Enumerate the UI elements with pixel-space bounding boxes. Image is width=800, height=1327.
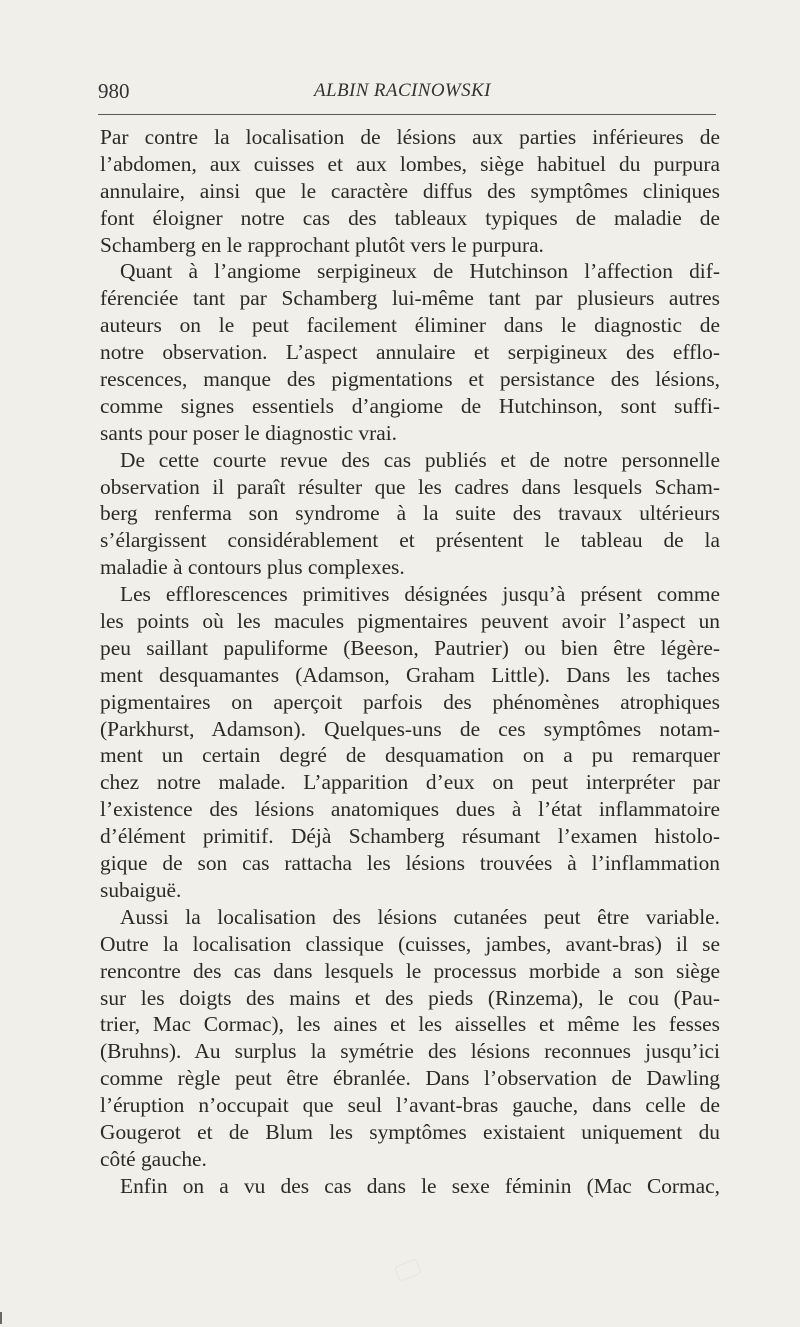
text-line: (Bruhns). Au surplus la symétrie des lésions reconnues jusqu’ici [100, 1039, 720, 1064]
text-line: notre observation. L’aspect annulaire et serpigineux des efflo- [100, 340, 720, 365]
library-stamp-mark [394, 1258, 422, 1282]
text-line: pigmentaires on aperçoit parfois des phénomènes atrophiques [100, 689, 720, 714]
text-line: Schamberg en le rapprochant plutôt vers le purpura. [100, 232, 544, 257]
text-line: font éloigner notre cas des tableaux typiques de maladie de [100, 205, 720, 230]
text-line: d’élément primitif. Déjà Schamberg résumant l’examen histolo- [100, 824, 720, 849]
text-line: comme signes essentiels d’angiome de Hutchinson, sont suffi- [100, 393, 720, 418]
text-line: peu saillant papuliforme (Beeson, Pautrier) ou bien être légère- [100, 635, 720, 660]
text-line: Par contre la localisation de lésions aux parties inférieures de [100, 125, 720, 149]
text-line: Enfin on a vu des cas dans le sexe féminin (Mac Cormac, [120, 1173, 720, 1198]
text-line: Les efflorescences primitives désignées jusqu’à présent comme [120, 582, 720, 607]
text-line: auteurs on le peut facilement éliminer dans le diagnostic de [100, 313, 720, 338]
text-line: Quant à l’angiome serpigineux de Hutchinson l’affection dif- [120, 259, 720, 284]
running-head: ALBIN RACINOWSKI [314, 80, 491, 101]
body-text [100, 124, 720, 1200]
text-line: sants pour poser le diagnostic vrai. [100, 420, 398, 445]
text-line: trier, Mac Cormac), les aines et les aisselles et même les fesses [100, 1012, 720, 1037]
text-line: Outre la localisation classique (cuisses, jambes, avant-bras) il se [100, 931, 720, 956]
text-line: les points où les macules pigmentaires peuvent avoir l’aspect un [100, 609, 720, 634]
text-line: s’élargissent considérablement et présentent le tableau de la [100, 528, 720, 553]
text-line: chez notre malade. L’apparition d’eux on peut interpréter par [100, 770, 720, 795]
text-line: ment un certain degré de desquamation on a pu remarquer [100, 743, 720, 768]
text-line: observation il paraît résulter que les cadres dans lesquels Scham- [100, 474, 720, 499]
page-number: 980 [98, 79, 130, 103]
text-line: subaiguë. [100, 877, 182, 902]
text-line: sur les doigts des mains et des pieds (Rinzema), le cou (Pau- [100, 985, 720, 1010]
text-line: férenciée tant par Schamberg lui-même tant par plusieurs autres [100, 286, 720, 311]
text-line: l’existence des lésions anatomiques dues à l’état inflammatoire [100, 797, 720, 822]
text-line: Aussi la localisation des lésions cutanées peut être variable. [120, 904, 720, 929]
page-header [98, 79, 716, 109]
text-line: gique de son cas rattacha les lésions trouvées à l’inflammation [100, 851, 720, 876]
text-line: (Parkhurst, Adamson). Quelques-uns de ces symptômes notam- [100, 716, 720, 741]
text-line: l’abdomen, aux cuisses et aux lombes, siège habituel du purpura [100, 151, 720, 176]
text-line: ment desquamantes (Adamson, Graham Little). Dans les taches [100, 662, 720, 687]
text-line: Gougerot et de Blum les symptômes existaient uniquement du [100, 1119, 720, 1144]
text-line: côté gauche. [100, 1146, 207, 1171]
edge-mark [0, 1312, 2, 1324]
text-line: De cette courte revue des cas publiés et de notre personnelle [120, 447, 720, 472]
text-line: berg renferma son syndrome à la suite des travaux ultérieurs [100, 501, 720, 526]
text-line: annulaire, ainsi que le caractère diffus des symptômes cliniques [100, 178, 720, 203]
text-line: comme règle peut être ébranlée. Dans l’observation de Dawling [100, 1066, 720, 1091]
text-line: maladie à contours plus complexes. [100, 555, 405, 580]
text-line: l’éruption n’occupait que seul l’avant-bras gauche, dans celle de [100, 1093, 720, 1118]
header-rule [98, 114, 716, 115]
text-line: rencontre des cas dans lesquels le processus morbide a son siège [100, 958, 720, 983]
text-line: rescences, manque des pigmentations et persistance des lésions, [100, 367, 720, 392]
